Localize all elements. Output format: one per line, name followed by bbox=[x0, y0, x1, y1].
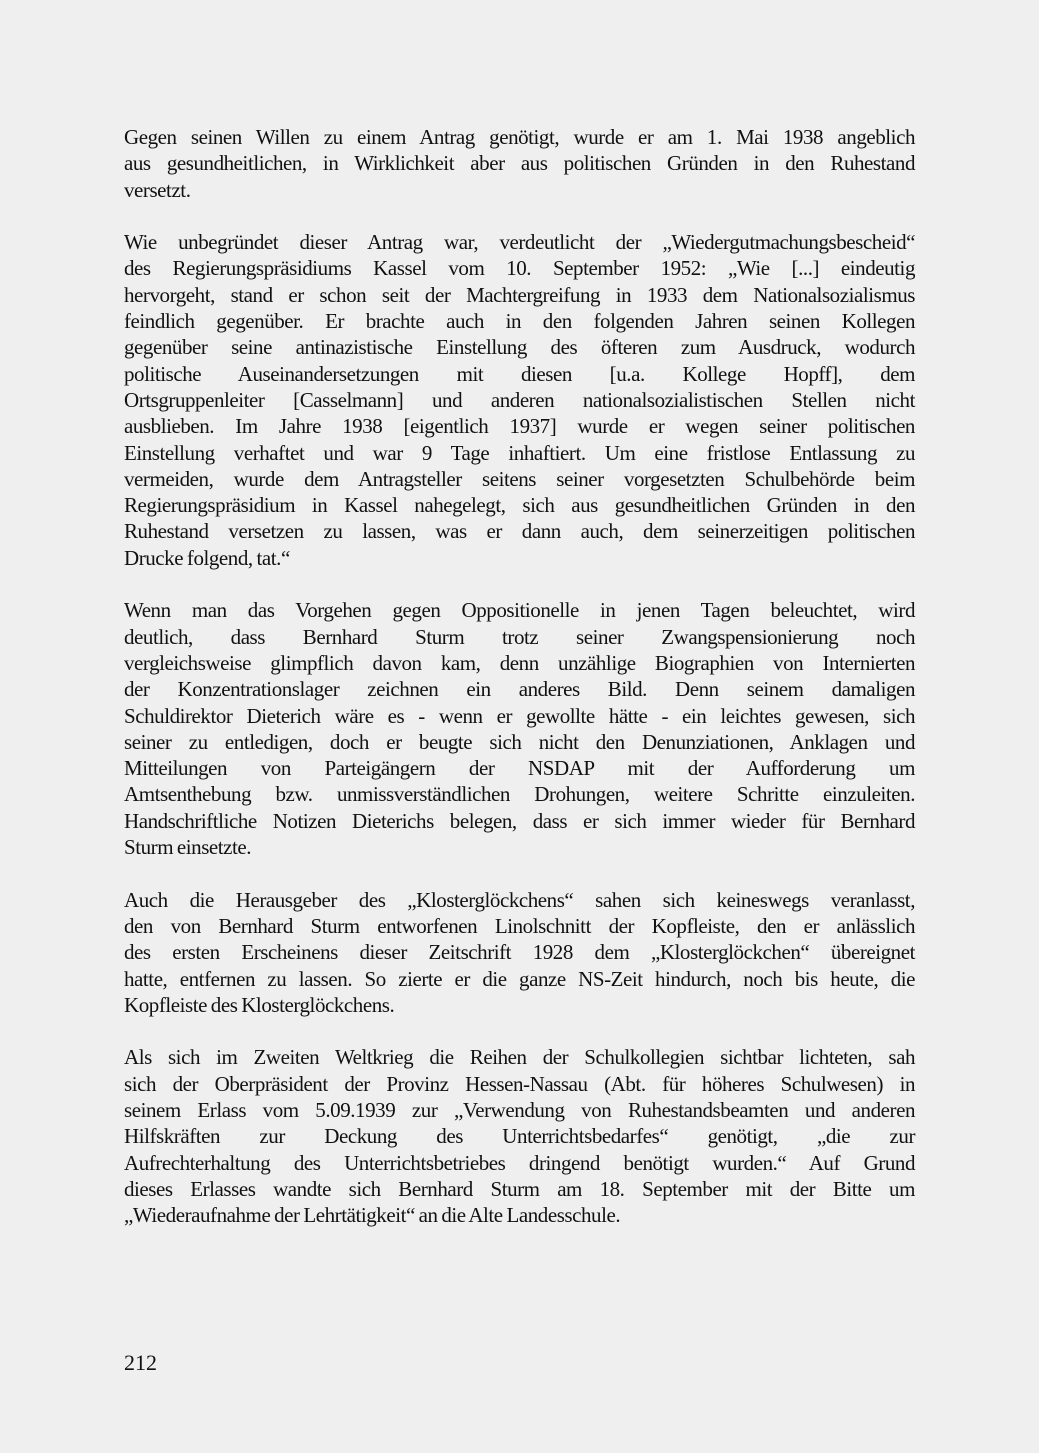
text-line: versetzt. bbox=[124, 177, 191, 202]
document-body bbox=[124, 124, 915, 1255]
text-line: Wenn man das Vorgehen gegen Oppositionelle in jenen Tagen beleuchtet, wird bbox=[124, 598, 915, 623]
text-line: der Konzentrationslager zeichnen ein anderes Bild. Denn seinem damaligen bbox=[124, 677, 915, 702]
text-line: seiner zu entledigen, doch er beugte sich nicht den Denunziationen, Anklagen und bbox=[124, 729, 915, 754]
text-line: Einstellung verhaftet und war 9 Tage inhaftiert. Um eine fristlose Entlassung zu bbox=[124, 440, 915, 465]
text-line: vergleichsweise glimpflich davon kam, denn unzählige Biographien von Internierten bbox=[124, 650, 915, 675]
paragraph bbox=[124, 597, 915, 860]
text-line: Drucke folgend, tat.“ bbox=[124, 545, 290, 570]
text-line: dieses Erlasses wandte sich Bernhard Sturm am 18. September mit der Bitte um bbox=[124, 1176, 915, 1201]
text-line: Amtsenthebung bzw. unmissverständlichen Drohungen, weitere Schritte einzuleiten. bbox=[124, 782, 915, 807]
text-line: Wie unbegründet dieser Antrag war, verdeutlicht der „Wiedergutmachungsbescheid“ bbox=[124, 230, 915, 255]
text-line: aus gesundheitlichen, in Wirklichkeit aber aus politischen Gründen in den Ruhestand bbox=[124, 151, 915, 176]
text-line: hervorgeht, stand er schon seit der Machtergreifung in 1933 dem Nationalsozialismus bbox=[124, 282, 915, 307]
paragraph bbox=[124, 887, 915, 1018]
text-line: feindlich gegenüber. Er brachte auch in den folgenden Jahren seinen Kollegen bbox=[124, 309, 915, 334]
text-line: Aufrechterhaltung des Unterrichtsbetriebes dringend benötigt wurden.“ Auf Grund bbox=[124, 1150, 915, 1175]
text-line: deutlich, dass Bernhard Sturm trotz seiner Zwangspensionierung noch bbox=[124, 624, 915, 649]
text-line: hatte, entfernen zu lassen. So zierte er die ganze NS-Zeit hindurch, noch bis heute, die bbox=[124, 966, 915, 991]
text-line: Sturm einsetzte. bbox=[124, 835, 252, 860]
text-line: des ersten Erscheinens dieser Zeitschrift 1928 dem „Klosterglöckchen“ übereignet bbox=[124, 940, 915, 965]
text-line: gegenüber seine antinazistische Einstellung des öfteren zum Ausdruck, wodurch bbox=[124, 335, 915, 360]
text-line: Ruhestand versetzen zu lassen, was er dann auch, dem seinerzeitigen politischen bbox=[124, 519, 915, 544]
text-line: Kopfleiste des Klosterglöckchens. bbox=[124, 992, 395, 1017]
text-line: politische Auseinandersetzungen mit diesen [u.a. Kollege Hopff], dem bbox=[124, 361, 915, 386]
text-line: Auch die Herausgeber des „Klosterglöckchens“ sahen sich keineswegs veranlasst, bbox=[124, 887, 915, 912]
text-line: Ortsgruppenleiter [Casselmann] und anderen nationalsozialistischen Stellen nicht bbox=[124, 387, 915, 412]
text-line: Handschriftliche Notizen Dieterichs belegen, dass er sich immer wieder für Bernhard bbox=[124, 808, 915, 833]
paragraph bbox=[124, 124, 915, 203]
text-line: Schuldirektor Dieterich wäre es - wenn er gewollte hätte - ein leichtes gewesen, sich bbox=[124, 703, 915, 728]
text-line: Mitteilungen von Parteigängern der NSDAP mit der Aufforderung um bbox=[124, 756, 915, 781]
text-line: Regierungspräsidium in Kassel nahegelegt, sich aus gesundheitlichen Gründen in den bbox=[124, 493, 915, 518]
text-line: ausblieben. Im Jahre 1938 [eigentlich 1937] wurde er wegen seiner politischen bbox=[124, 414, 915, 439]
text-line: seinem Erlass vom 5.09.1939 zur „Verwendung von Ruhestandsbeamten und anderen bbox=[124, 1097, 915, 1122]
paragraph bbox=[124, 1044, 915, 1228]
text-line: Hilfskräften zur Deckung des Unterrichtsbedarfes“ genötigt, „die zur bbox=[124, 1124, 915, 1149]
text-line: „Wiederaufnahme der Lehrtätigkeit“ an die Alte Landesschule. bbox=[124, 1203, 621, 1228]
text-line: den von Bernhard Sturm entworfenen Linolschnitt der Kopfleiste, den er anlässlich bbox=[124, 913, 915, 938]
text-line: des Regierungspräsidiums Kassel vom 10. September 1952: „Wie [...] eindeutig bbox=[124, 256, 915, 281]
text-line: Gegen seinen Willen zu einem Antrag genötigt, wurde er am 1. Mai 1938 angeblich bbox=[124, 125, 915, 149]
text-line: vermeiden, wurde dem Antragsteller seitens seiner vorgesetzten Schulbehörde beim bbox=[124, 466, 915, 491]
text-line: Als sich im Zweiten Weltkrieg die Reihen der Schulkollegien sichtbar lichteten, sah bbox=[124, 1045, 915, 1070]
paragraph bbox=[124, 229, 915, 571]
page-number: 212 bbox=[124, 1350, 157, 1375]
text-line: sich der Oberpräsident der Provinz Hessen-Nassau (Abt. für höheres Schulwesen) in bbox=[124, 1071, 915, 1096]
